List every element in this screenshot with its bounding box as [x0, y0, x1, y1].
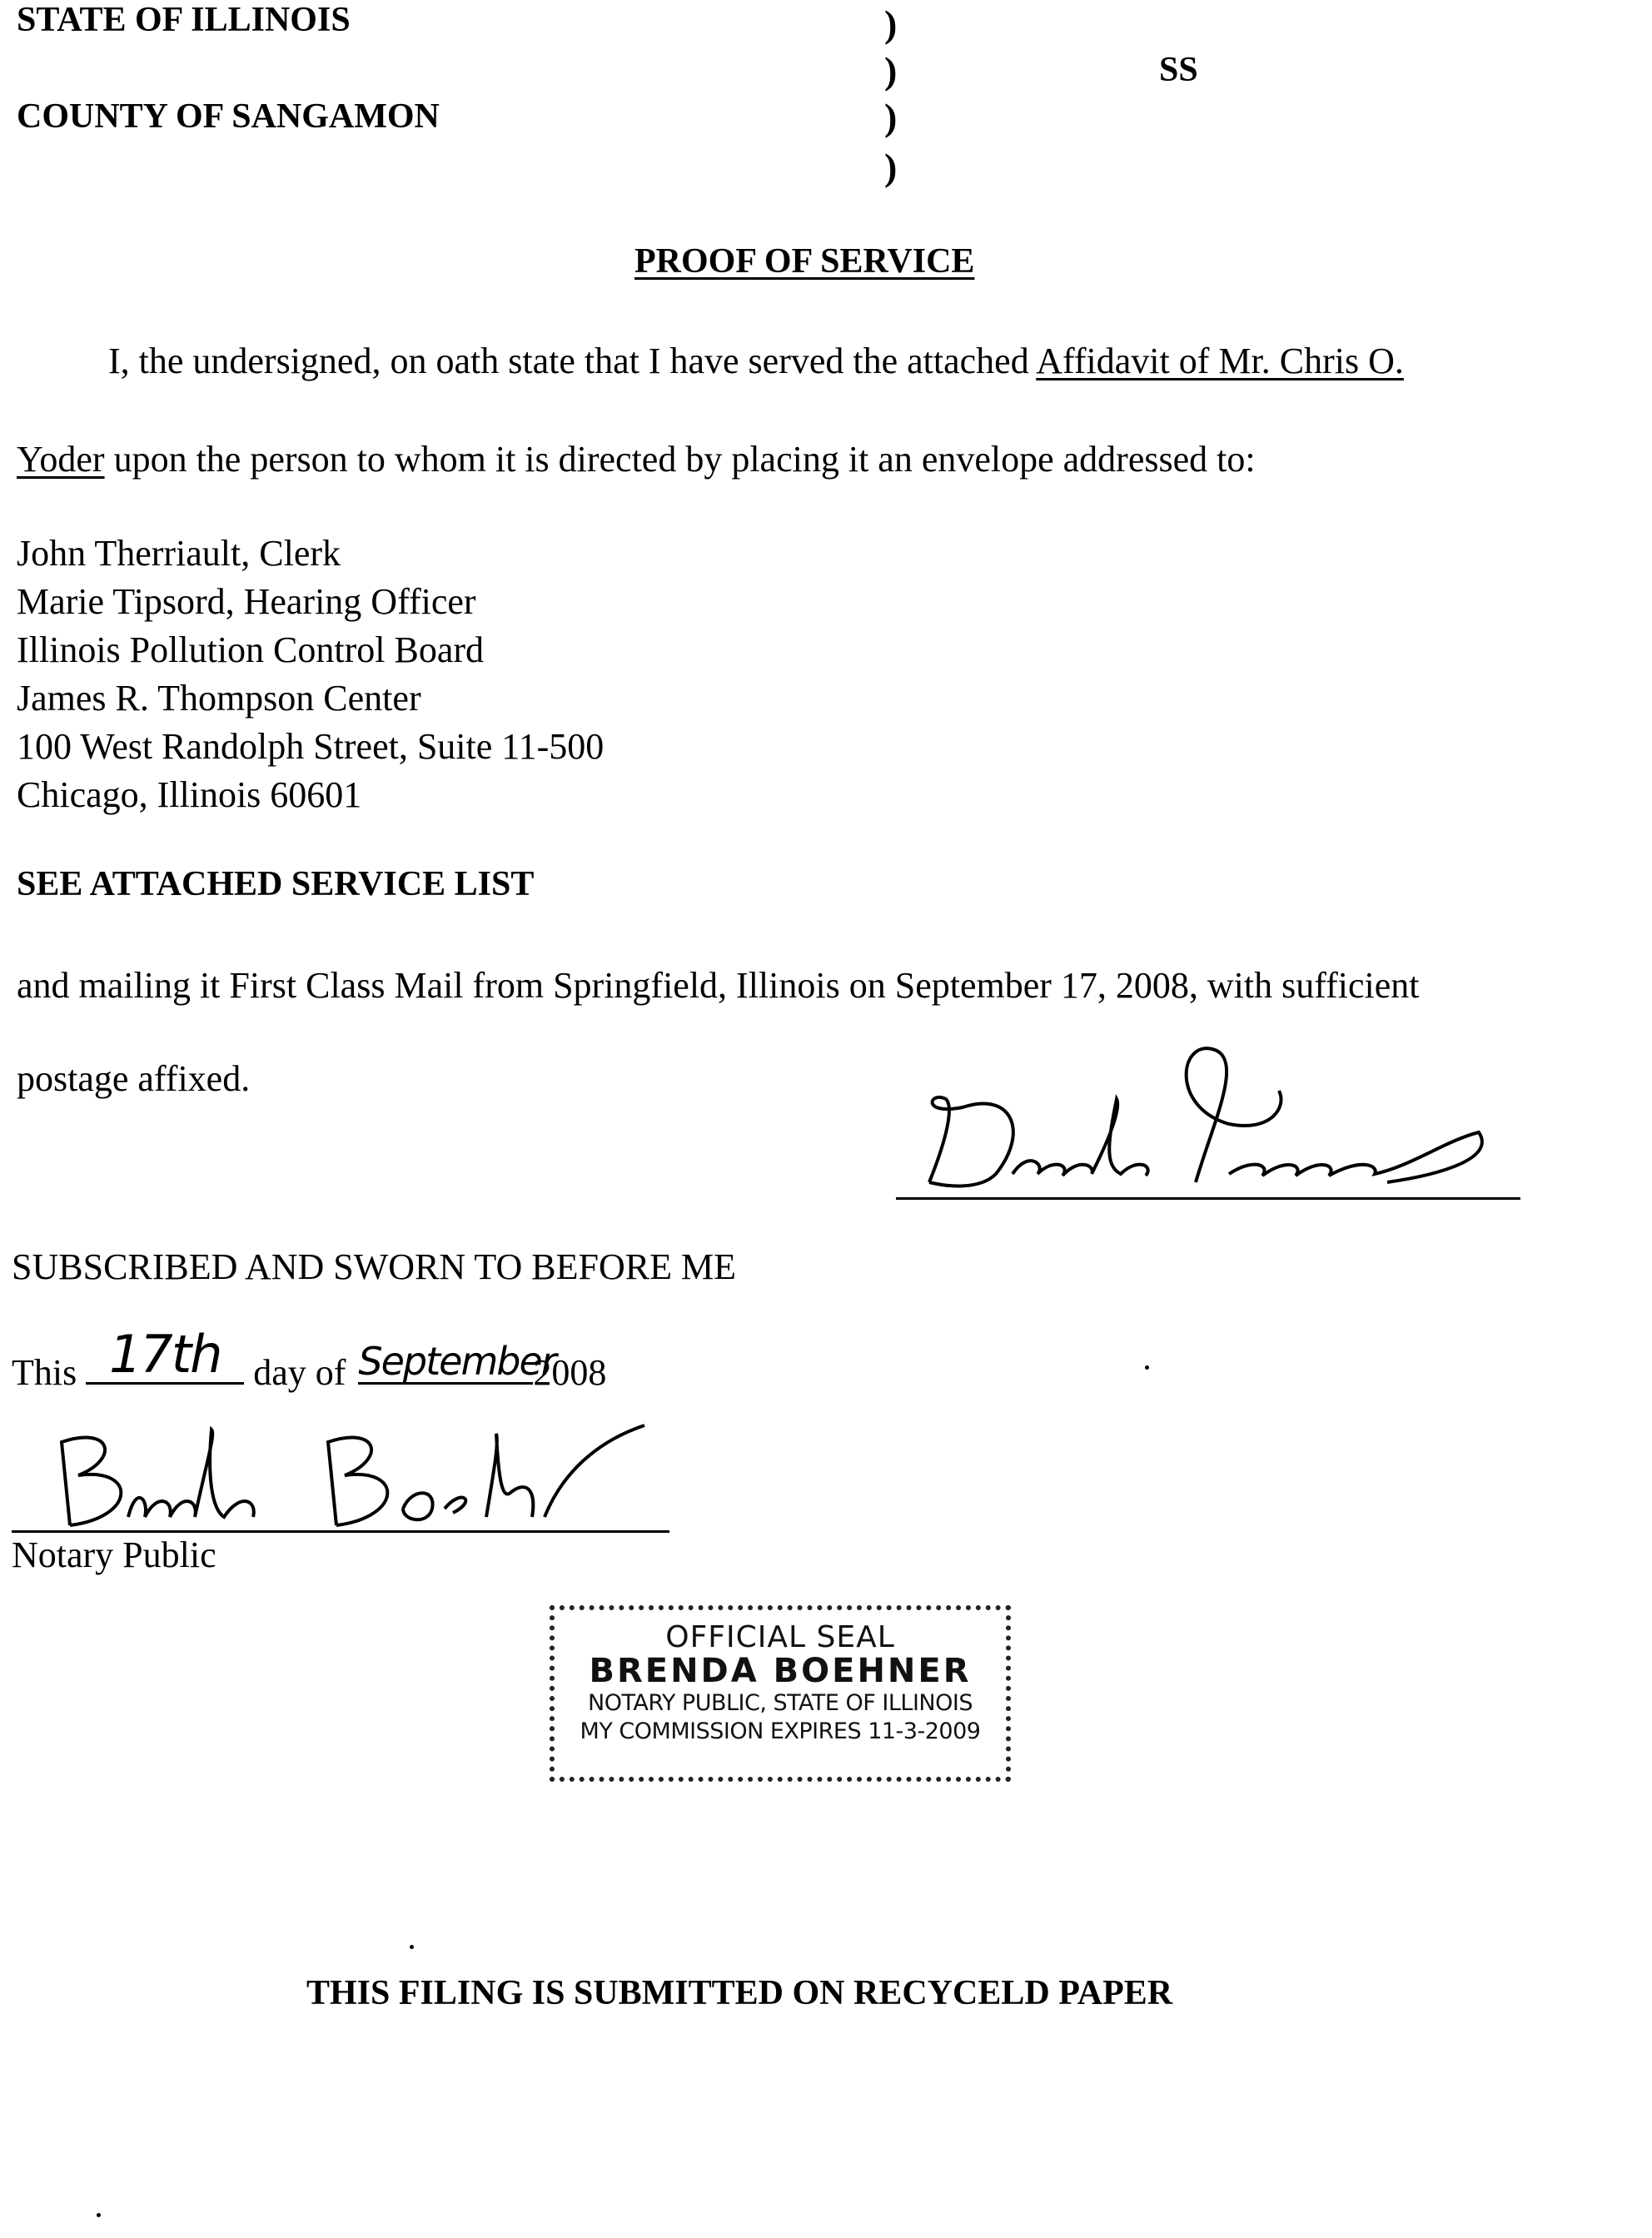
recycled-paper-footer: THIS FILING IS SUBMITTED ON RECYCELD PAPER [306, 1974, 1173, 2012]
scan-speck [410, 1945, 414, 1949]
notary-signature-drawing [12, 1409, 678, 1534]
affiant-signature-line [896, 1197, 1520, 1200]
official-seal [550, 1605, 1011, 1782]
month-blank [358, 1339, 555, 1385]
year-label: 2008 [533, 1352, 607, 1393]
intro-line-2 [17, 438, 1256, 480]
address-line: Chicago, Illinois 60601 [17, 774, 362, 815]
county-caption: COUNTY OF SANGAMON [17, 97, 440, 136]
caption-paren: ) [884, 49, 898, 92]
affidavit-title-part1: Affidavit of Mr. Chris O. [1036, 341, 1404, 381]
address-line: John Therriault, Clerk [17, 533, 341, 574]
address-line: 100 West Randolph Street, Suite 11-500 [17, 726, 605, 767]
day-blank [86, 1324, 244, 1385]
day-handwritten: 17th [108, 1324, 221, 1385]
caption-paren: ) [884, 96, 898, 138]
document-title: PROOF OF SERVICE [634, 242, 975, 281]
seal-line-expires: MY COMMISSION EXPIRES 11-3-2009 [580, 1718, 981, 1745]
affidavit-title-part2: Yoder [17, 439, 105, 480]
caption-paren: ) [884, 146, 898, 188]
address-line: Marie Tipsord, Hearing Officer [17, 581, 476, 622]
intro-lead: I, the undersigned, on oath state that I have served the attached [108, 341, 1037, 381]
affiant-signature [896, 1041, 1520, 1207]
seal-line-official: OFFICIAL SEAL [665, 1620, 895, 1654]
seal-line-notary: NOTARY PUBLIC, STATE OF ILLINOIS [588, 1689, 973, 1716]
scan-speck [1145, 1365, 1149, 1370]
intro-tail: upon the person to whom it is directed by placing it an envelope addressed to: [104, 439, 1256, 480]
date-line [12, 1324, 607, 1394]
scan-speck [97, 2213, 101, 2217]
mailing-line-1: and mailing it First Class Mail from Springfield, Illinois on September 17, 2008, with sufficient [17, 965, 1420, 1006]
state-caption: STATE OF ILLINOIS [17, 1, 351, 39]
subscribed-statement: SUBSCRIBED AND SWORN TO BEFORE ME [12, 1246, 736, 1287]
month-handwritten: September [358, 1339, 555, 1384]
affiant-signature-drawing [896, 1041, 1520, 1207]
notary-public-label: Notary Public [12, 1534, 216, 1575]
seal-line-name: BRENDA BOEHNER [589, 1651, 972, 1690]
address-line: Illinois Pollution Control Board [17, 629, 485, 670]
intro-line-1 [108, 340, 1404, 382]
day-of-label: day of [253, 1352, 346, 1393]
service-list-heading: SEE ATTACHED SERVICE LIST [17, 865, 535, 903]
ss-marker: SS [1159, 51, 1198, 89]
address-block [17, 530, 604, 819]
date-this-label: This [12, 1352, 77, 1393]
notary-signature [12, 1409, 678, 1534]
address-line: James R. Thompson Center [17, 678, 421, 719]
mailing-line-2: postage affixed. [17, 1058, 251, 1099]
notary-signature-line [12, 1530, 669, 1533]
caption-paren: ) [884, 2, 898, 45]
